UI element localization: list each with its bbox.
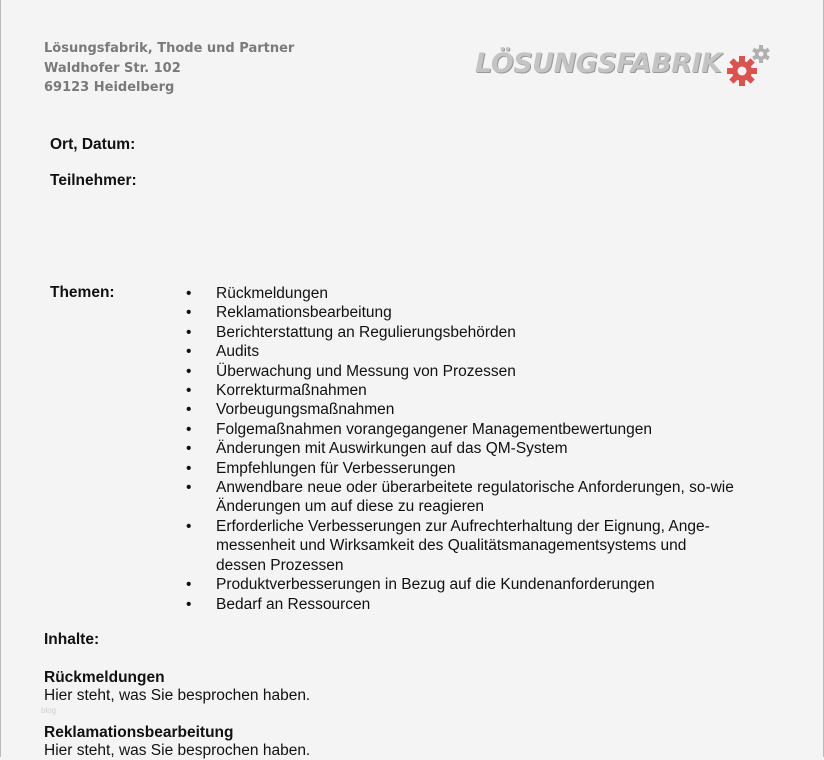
inhalte-heading: Inhalte: <box>44 631 100 648</box>
address-line: Lösungsfabrik, Thode und Partner <box>44 41 295 56</box>
address-line: Waldhofer Str. 102 <box>44 60 181 76</box>
logo-text: LÖSUNGSFABRIK <box>475 48 722 79</box>
list-item: • Bedarf an Ressourcen <box>186 595 746 614</box>
section-heading: Reklamationsbearbeitung <box>44 724 234 741</box>
teilnehmer-label: Teilnehmer: <box>50 172 137 189</box>
list-item: • Erforderliche Verbesserungen zur Aufrechterhaltung der Eignung, Ange-messenheit und Wirksamkeit des Qualitätsmanagementsystems und dessen Prozessen <box>186 517 736 575</box>
address-line: 69123 Heidelberg <box>44 80 175 95</box>
list-item: • Reklamationsbearbeitung <box>186 303 746 322</box>
list-item: • Vorbeugungsmaßnahmen <box>186 400 746 419</box>
list-item: • Rückmeldungen <box>186 284 746 303</box>
section-heading: Rückmeldungen <box>44 669 165 686</box>
list-item: • Überwachung und Messung von Prozessen <box>186 362 746 381</box>
list-item: • Berichterstattung an Regulierungsbehörden <box>186 323 746 342</box>
list-item: • Folgemaßnahmen vorangegangener Managementbewertungen <box>186 420 746 439</box>
list-item: • Audits <box>186 342 746 361</box>
section-text: Hier steht, was Sie besprochen haben. <box>44 742 311 759</box>
company-address <box>44 39 294 98</box>
themen-list <box>186 284 746 614</box>
list-item: • Korrekturmaßnahmen <box>186 381 746 400</box>
watermark: blog <box>41 706 57 715</box>
section-text: Hier steht, was Sie besprochen haben. <box>44 687 311 704</box>
list-item: • Produktverbesserungen in Bezug auf die Kundenanforderungen <box>186 575 746 594</box>
small-gear-icon <box>751 44 771 64</box>
list-item: • Anwendbare neue oder überarbeitete regulatorische Anforderungen, so-wie Änderungen um auf diese zu reagieren <box>186 478 736 517</box>
list-item: • Empfehlungen für Verbesserungen <box>186 459 746 478</box>
themen-label: Themen: <box>50 284 115 301</box>
list-item: • Änderungen mit Auswirkungen auf das QM-System <box>186 439 746 458</box>
company-logo <box>475 44 775 88</box>
ort-datum-label: Ort, Datum: <box>50 136 136 153</box>
